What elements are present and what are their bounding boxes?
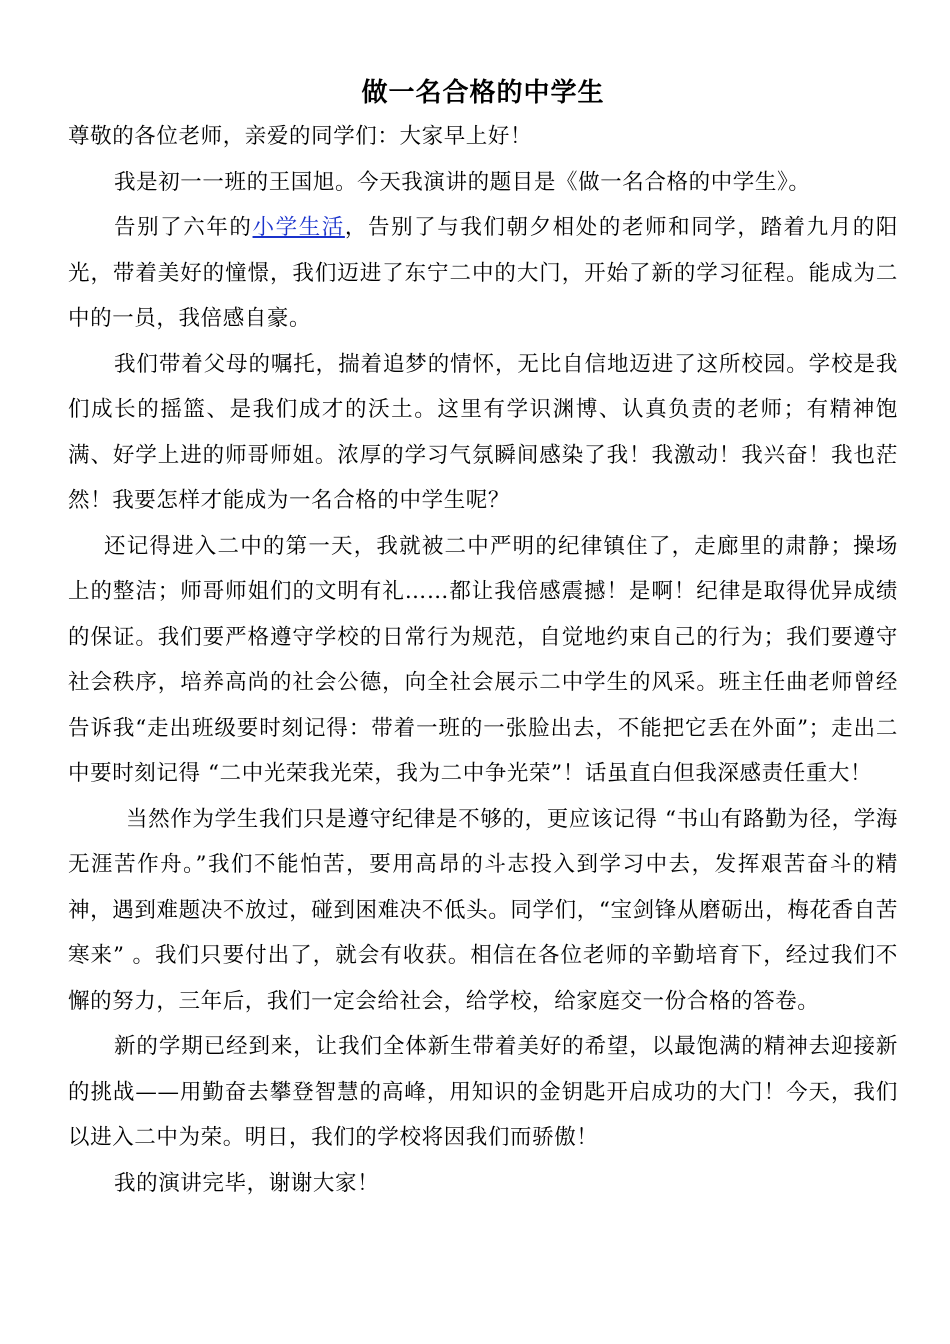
new-term-paragraph: 新的学期已经到来，让我们全体新生带着美好的希望，以最饱满的精神去迎接新的挑战——用勤奋去攀登智慧的高峰，用知识的金钥匙开启成功的大门！今天，我们以进入二中为荣。明日，我们的学校将因我们而骄傲！	[68, 1034, 898, 1150]
primary-school-link[interactable]: 小学生活	[252, 215, 345, 240]
farewell-text-end: ，告别了与我们朝夕相处的老师和同学，踏着九月的阳光，带着美好的憧憬，我们迈进了东宁二中的大门，开始了新的学习征程。能成为二中的一员，我倍感自豪。	[68, 215, 898, 331]
greeting-paragraph: 尊敬的各位老师，亲爱的同学们：大家早上好！	[68, 124, 533, 149]
farewell-paragraph	[68, 205, 898, 342]
farewell-text-start: 告别了六年的	[114, 215, 253, 240]
closing-paragraph: 我的演讲完毕，谢谢大家！	[114, 1170, 380, 1196]
page-title: 做一名合格的中学生	[361, 78, 605, 108]
study-paragraph: 当然作为学生我们只是遵守纪律是不够的，更应该记得 “书山有路勤为径，学海无涯苦作舟。”我们不能怕苦，要用高昂的斗志投入到学习中去，发挥艰苦奋斗的精神，遇到难题决不放过，碰到困难决不低头。同学们，“宝剑锋从磨砺出，梅花香自苦寒来” 。我们只要付出了，就会有收获。相信在各位老师的辛勤培育下，经过我们不懈的努力，三年后，我们一定会给社会，给学校，给家庭交一份合格的答卷。	[68, 806, 898, 1014]
intro-paragraph: 我是初一一班的王国旭。今天我演讲的题目是《做一名合格的中学生》。	[114, 169, 811, 195]
campus-paragraph: 我们带着父母的嘱托，揣着追梦的情怀，无比自信地迈进了这所校园。学校是我们成长的摇篮、是我们成才的沃土。这里有学识渊博、认真负责的老师；有精神饱满、好学上进的师哥师姐。浓厚的学习气氛瞬间感染了我！我激动！我兴奋！我也茫然！我要怎样才能成为一名合格的中学生呢？	[68, 351, 898, 513]
discipline-paragraph: 还记得进入二中的第一天，我就被二中严明的纪律镇住了，走廊里的肃静；操场上的整洁；师哥师姐们的文明有礼……都让我倍感震撼！是啊！纪律是取得优异成绩的保证。我们要严格遵守学校的日常行为规范，自觉地约束自己的行为；我们要遵守社会秩序，培养高尚的社会公德，向全社会展示二中学生的风采。班主任曲老师曾经告诉我“走出班级要时刻记得：带着一班的一张脸出去，不能把它丢在外面”；走出二中要时刻记得 “二中光荣我光荣，我为二中争光荣”！话虽直白但我深感责任重大！	[68, 533, 898, 786]
document-page	[68, 72, 898, 1206]
